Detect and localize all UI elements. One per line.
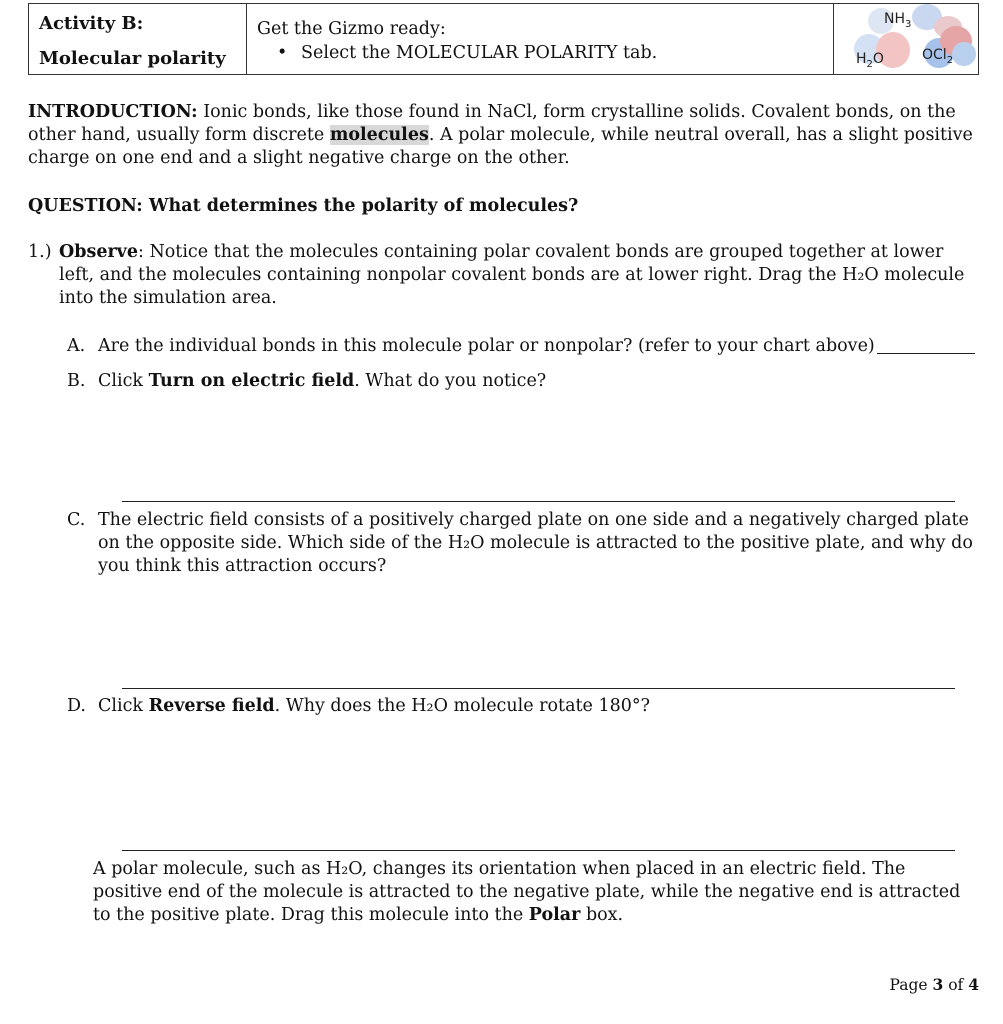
item-c-text: The electric field consists of a positively charged plate on one side and a negatively charged plate on the opposite side. Which side of the H₂O molecule is attracted to the positive plate, and why do you think this attraction occurs?	[98, 510, 973, 576]
gizmo-setup-cell	[247, 4, 834, 75]
item-b-text-pre: Click	[98, 371, 149, 391]
item-b-letter: B.	[67, 371, 86, 391]
h2o-label: $H_2O$	[856, 51, 884, 70]
molecule-thumbnail	[834, 4, 978, 74]
observe-label: Observe	[59, 242, 138, 262]
bullet-icon: •	[277, 43, 288, 63]
activity-cell	[29, 4, 247, 75]
observe-paragraph	[28, 241, 978, 310]
total-pages: 4	[968, 975, 979, 994]
introduction-paragraph	[28, 101, 978, 170]
question-item-c	[67, 509, 977, 578]
answer-line-b[interactable]	[122, 501, 955, 502]
answer-line-a[interactable]	[877, 353, 975, 354]
current-page: 3	[932, 975, 944, 994]
item-d-text-post: . Why does the H₂O molecule rotate 180°?	[274, 696, 650, 716]
closing-paragraph	[93, 858, 963, 927]
answer-line-c[interactable]	[122, 688, 955, 689]
polar-box-label: Polar	[528, 905, 581, 925]
page-prefix: Page	[889, 976, 933, 994]
introduction-text-2: . A polar molecule, while neutral overall, has a slight positive charge on one end and a slight negative charge on the other.	[28, 125, 973, 168]
closing-end: box.	[580, 905, 624, 925]
introduction-text-1: Ionic bonds, like those found in NaCl, form crystalline solids. Covalent bonds, on the other hand, usually form discrete	[28, 102, 956, 145]
molecule-thumbnail-cell	[834, 4, 979, 75]
activity-title: Molecular polarity	[39, 48, 226, 69]
item-c-letter: C.	[67, 510, 86, 530]
question-item-d	[67, 695, 977, 718]
activity-label: Activity B:	[39, 13, 144, 34]
item-a-text: Are the individual bonds in this molecule polar or nonpolar? (refer to your chart above)	[98, 336, 875, 356]
item-d-letter: D.	[67, 696, 86, 716]
turn-on-field-label: Turn on electric field	[148, 371, 355, 391]
molecule-blob-icon	[952, 42, 976, 66]
nh3-label: $NH_3$	[884, 11, 912, 30]
answer-line-d[interactable]	[122, 850, 955, 851]
closing-text: A polar molecule, such as H₂O, changes its orientation when placed in an electric field. The positive end of the molecule is attracted to the negative plate, while the negative end is attracted to the positive plate. Drag this molecule into the	[93, 859, 961, 925]
gizmo-step	[277, 42, 833, 65]
question-item-b	[67, 370, 977, 393]
question-text: What determines the polarity of molecules?	[142, 196, 579, 216]
page-number	[889, 973, 979, 997]
question-number: 1.)	[28, 242, 52, 262]
gizmo-step-text: Select the MOLECULAR POLARITY tab.	[301, 43, 658, 63]
item-d-text-pre: Click	[98, 696, 149, 716]
question-item-a	[67, 335, 977, 358]
question-paragraph	[28, 195, 978, 218]
reverse-field-label: Reverse field	[148, 696, 275, 716]
ocl2-label: OCl$_2$	[922, 47, 954, 66]
gizmo-heading: Get the Gizmo ready:	[257, 19, 446, 39]
molecules-highlight: molecules	[329, 125, 429, 145]
observe-text: : Notice that the molecules containing polar covalent bonds are grouped together at lower left, and the molecules containing nonpolar covalent bonds are at lower right. Drag the H₂O molecule into the simulation area.	[59, 242, 965, 308]
introduction-label: INTRODUCTION:	[28, 102, 198, 122]
page-of: of	[943, 976, 969, 994]
item-a-letter: A.	[67, 336, 86, 356]
question-label: QUESTION:	[28, 196, 143, 216]
item-b-text-post: . What do you notice?	[354, 371, 547, 391]
activity-header-table	[28, 3, 979, 75]
